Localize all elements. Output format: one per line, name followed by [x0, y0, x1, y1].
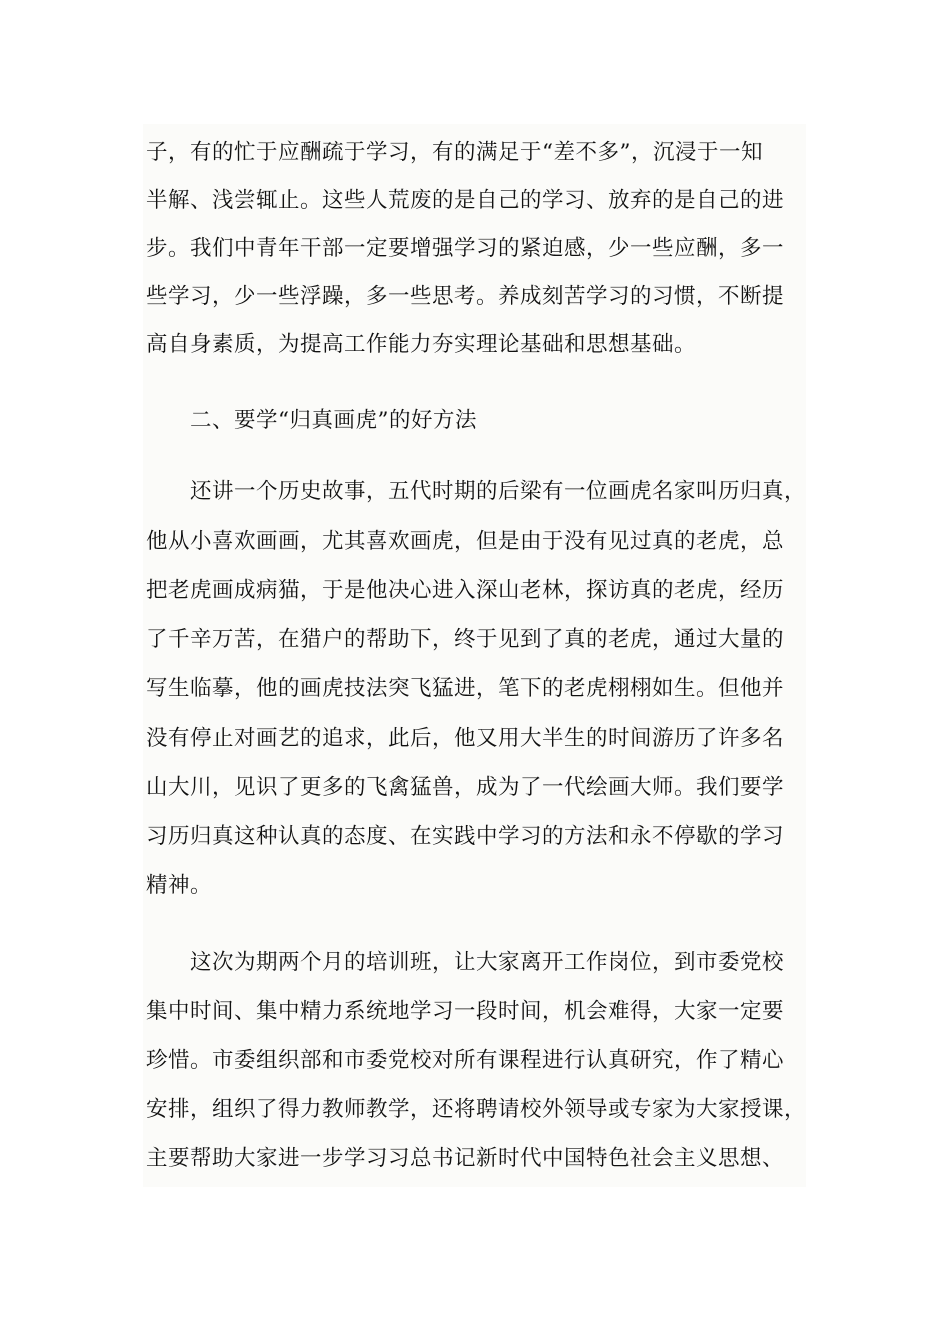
paragraph-2-line: 没有停止对画艺的追求，此后，他又用大半生的时间游历了许多名	[146, 726, 785, 751]
paragraph-2-line: 写生临摹，他的画虎技法突飞猛进，笔下的老虎栩栩如生。但他并	[146, 676, 785, 701]
paragraph-2-line: 习历归真这种认真的态度、在实践中学习的方法和永不停歇的学习	[146, 824, 785, 849]
paragraph-1-line: 半解、浅尝辄止。这些人荒废的是自己的学习、放弃的是自己的进	[146, 188, 785, 213]
paragraph-2-line: 把老虎画成病猫，于是他决心进入深山老林，探访真的老虎，经历	[146, 578, 785, 603]
paragraph-2-line: 山大川，见识了更多的飞禽猛兽，成为了一代绘画大师。我们要学	[146, 775, 785, 800]
paragraph-2-line: 了千辛万苦，在猎户的帮助下，终于见到了真的老虎，通过大量的	[146, 627, 785, 652]
paragraph-3-line: 安排，组织了得力教师教学，还将聘请校外领导或专家为大家授课，	[146, 1097, 807, 1122]
paragraph-3-line: 这次为期两个月的培训班，让大家离开工作岗位，到市委党校	[190, 950, 785, 975]
paragraph-1-line: 子，有的忙于应酬疏于学习，有的满足于“差不多”，沉浸于一知	[146, 140, 763, 165]
paragraph-2-line: 精神。	[146, 873, 213, 898]
paragraph-1-line: 步。我们中青年干部一定要增强学习的紧迫感，少一些应酬，多一	[146, 236, 785, 261]
paragraph-2-line: 还讲一个历史故事，五代时期的后梁有一位画虎名家叫历归真，	[190, 479, 807, 504]
paragraph-3-line: 主要帮助大家进一步学习习总书记新时代中国特色社会主义思想、	[146, 1146, 785, 1171]
paragraph-1-line: 些学习，少一些浮躁，多一些思考。养成刻苦学习的习惯，不断提	[146, 284, 785, 309]
paragraph-3-line: 珍惜。市委组织部和市委党校对所有课程进行认真研究，作了精心	[146, 1048, 785, 1073]
paragraph-2-line: 他从小喜欢画画，尤其喜欢画虎，但是由于没有见过真的老虎，总	[146, 529, 785, 554]
paragraph-3-line: 集中时间、集中精力系统地学习一段时间，机会难得，大家一定要	[146, 999, 785, 1024]
paragraph-1-line: 高自身素质，为提高工作能力夯实理论基础和思想基础。	[146, 332, 697, 357]
section-heading: 二、要学“归真画虎”的好方法	[190, 408, 477, 433]
